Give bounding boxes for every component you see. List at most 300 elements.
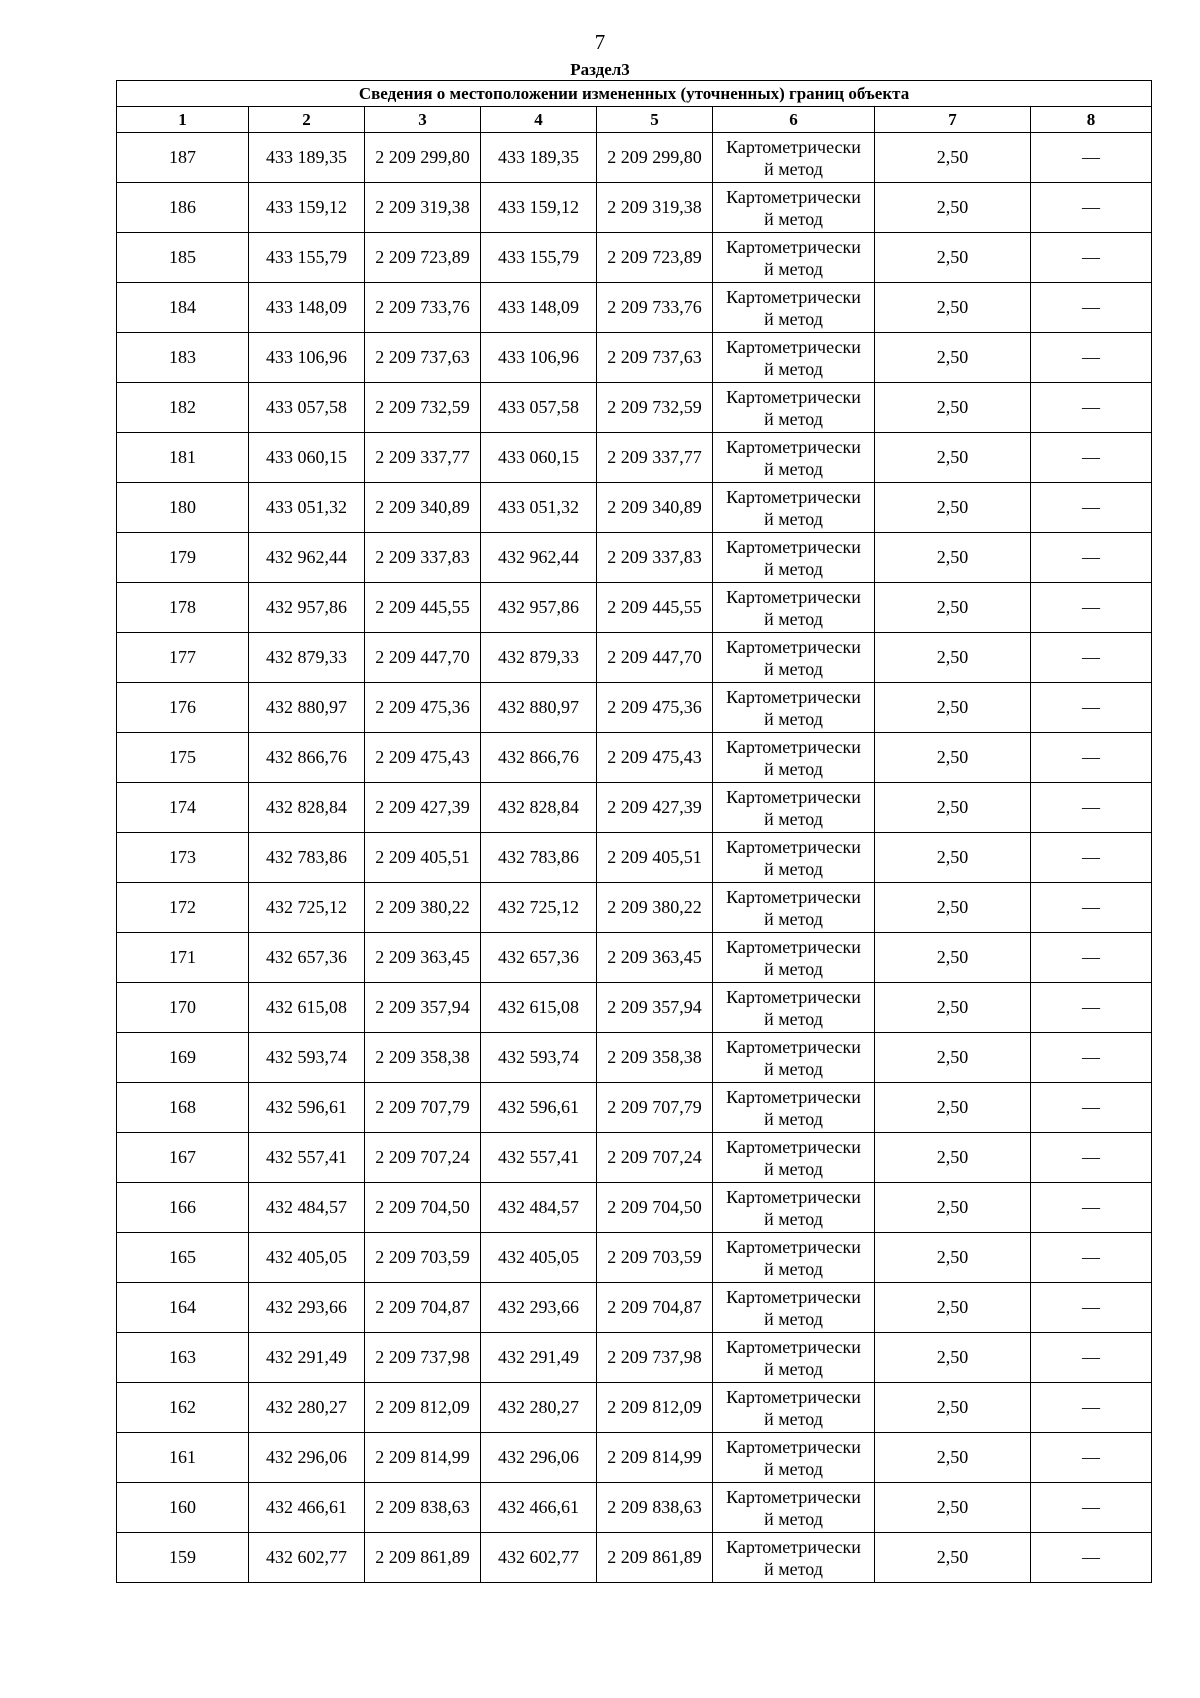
method-text: й метод bbox=[764, 608, 823, 629]
accuracy-cell: 2,50 bbox=[875, 383, 1031, 433]
x-new-cell: 432 596,61 bbox=[481, 1083, 597, 1133]
method-text: й метод bbox=[764, 1058, 823, 1079]
method-text: Картометрически bbox=[726, 1136, 861, 1157]
point-number-cell: 169 bbox=[117, 1033, 249, 1083]
accuracy-cell: 2,50 bbox=[875, 683, 1031, 733]
x-existing-cell: 432 615,08 bbox=[249, 983, 365, 1033]
x-existing-cell: 432 879,33 bbox=[249, 633, 365, 683]
method-text: Картометрически bbox=[726, 486, 861, 507]
description-cell: — bbox=[1031, 483, 1152, 533]
table-row bbox=[117, 1033, 1152, 1083]
method-text: Картометрически bbox=[726, 986, 861, 1007]
method-cell bbox=[713, 1233, 875, 1283]
y-existing-cell: 2 209 405,51 bbox=[365, 833, 481, 883]
method-text: Картометрически bbox=[726, 186, 861, 207]
y-new-cell: 2 209 812,09 bbox=[597, 1383, 713, 1433]
x-existing-cell: 432 866,76 bbox=[249, 733, 365, 783]
point-number-cell: 187 bbox=[117, 133, 249, 183]
y-new-cell: 2 209 704,87 bbox=[597, 1283, 713, 1333]
table-row bbox=[117, 1533, 1152, 1583]
x-existing-cell: 433 148,09 bbox=[249, 283, 365, 333]
method-text: й метод bbox=[764, 808, 823, 829]
description-cell: — bbox=[1031, 533, 1152, 583]
x-existing-cell: 432 291,49 bbox=[249, 1333, 365, 1383]
x-new-cell: 432 291,49 bbox=[481, 1333, 597, 1383]
x-existing-cell: 432 280,27 bbox=[249, 1383, 365, 1433]
method-text: Картометрически bbox=[726, 536, 861, 557]
x-existing-cell: 432 957,86 bbox=[249, 583, 365, 633]
method-text: Картометрически bbox=[726, 1536, 861, 1557]
method-text: Картометрически bbox=[726, 336, 861, 357]
section-title: Раздел3 bbox=[570, 60, 630, 79]
point-number-cell: 159 bbox=[117, 1533, 249, 1583]
y-existing-cell: 2 209 447,70 bbox=[365, 633, 481, 683]
x-new-cell: 432 657,36 bbox=[481, 933, 597, 983]
y-new-cell: 2 209 299,80 bbox=[597, 133, 713, 183]
method-cell bbox=[713, 783, 875, 833]
table-row bbox=[117, 1333, 1152, 1383]
point-number-cell: 186 bbox=[117, 183, 249, 233]
table-row bbox=[117, 1083, 1152, 1133]
x-existing-cell: 432 880,97 bbox=[249, 683, 365, 733]
y-existing-cell: 2 209 704,50 bbox=[365, 1183, 481, 1233]
accuracy-cell: 2,50 bbox=[875, 933, 1031, 983]
table-row bbox=[117, 1433, 1152, 1483]
y-new-cell: 2 209 363,45 bbox=[597, 933, 713, 983]
x-existing-cell: 432 602,77 bbox=[249, 1533, 365, 1583]
x-existing-cell: 433 159,12 bbox=[249, 183, 365, 233]
x-new-cell: 433 106,96 bbox=[481, 333, 597, 383]
accuracy-cell: 2,50 bbox=[875, 983, 1031, 1033]
y-new-cell: 2 209 707,24 bbox=[597, 1133, 713, 1183]
point-number-cell: 166 bbox=[117, 1183, 249, 1233]
method-text: Картометрически bbox=[726, 286, 861, 307]
method-cell bbox=[713, 883, 875, 933]
description-cell: — bbox=[1031, 833, 1152, 883]
method-text: й метод bbox=[764, 1108, 823, 1129]
method-cell bbox=[713, 433, 875, 483]
y-existing-cell: 2 209 475,43 bbox=[365, 733, 481, 783]
y-existing-cell: 2 209 861,89 bbox=[365, 1533, 481, 1583]
y-existing-cell: 2 209 357,94 bbox=[365, 983, 481, 1033]
method-text: Картометрически bbox=[726, 1036, 861, 1057]
y-existing-cell: 2 209 733,76 bbox=[365, 283, 481, 333]
y-new-cell: 2 209 447,70 bbox=[597, 633, 713, 683]
description-cell: — bbox=[1031, 133, 1152, 183]
point-number-cell: 181 bbox=[117, 433, 249, 483]
table-row bbox=[117, 283, 1152, 333]
y-existing-cell: 2 209 299,80 bbox=[365, 133, 481, 183]
x-new-cell: 432 466,61 bbox=[481, 1483, 597, 1533]
y-new-cell: 2 209 707,79 bbox=[597, 1083, 713, 1133]
method-text: Картометрически bbox=[726, 786, 861, 807]
point-number-cell: 171 bbox=[117, 933, 249, 983]
y-new-cell: 2 209 737,98 bbox=[597, 1333, 713, 1383]
y-existing-cell: 2 209 812,09 bbox=[365, 1383, 481, 1433]
method-text: й метод bbox=[764, 408, 823, 429]
table-row bbox=[117, 1133, 1152, 1183]
method-text: Картометрически bbox=[726, 1436, 861, 1457]
x-existing-cell: 432 405,05 bbox=[249, 1233, 365, 1283]
x-existing-cell: 433 060,15 bbox=[249, 433, 365, 483]
description-cell: — bbox=[1031, 1383, 1152, 1433]
page-number: 7 bbox=[594, 30, 606, 54]
method-text: й метод bbox=[764, 308, 823, 329]
description-cell: — bbox=[1031, 1283, 1152, 1333]
y-new-cell: 2 209 737,63 bbox=[597, 333, 713, 383]
description-cell: — bbox=[1031, 883, 1152, 933]
accuracy-cell: 2,50 bbox=[875, 483, 1031, 533]
y-existing-cell: 2 209 707,79 bbox=[365, 1083, 481, 1133]
table-row bbox=[117, 883, 1152, 933]
table-row bbox=[117, 533, 1152, 583]
method-text: Картометрически bbox=[726, 1486, 861, 1507]
x-existing-cell: 433 106,96 bbox=[249, 333, 365, 383]
table-row bbox=[117, 1383, 1152, 1433]
table-row bbox=[117, 433, 1152, 483]
x-new-cell: 432 280,27 bbox=[481, 1383, 597, 1433]
y-existing-cell: 2 209 723,89 bbox=[365, 233, 481, 283]
y-new-cell: 2 209 427,39 bbox=[597, 783, 713, 833]
y-new-cell: 2 209 357,94 bbox=[597, 983, 713, 1033]
method-text: Картометрически bbox=[726, 436, 861, 457]
method-cell bbox=[713, 1433, 875, 1483]
column-number-row bbox=[117, 107, 1152, 133]
accuracy-cell: 2,50 bbox=[875, 1383, 1031, 1433]
table-row bbox=[117, 983, 1152, 1033]
accuracy-cell: 2,50 bbox=[875, 533, 1031, 583]
accuracy-cell: 2,50 bbox=[875, 1533, 1031, 1583]
method-text: Картометрически bbox=[726, 686, 861, 707]
accuracy-cell: 2,50 bbox=[875, 333, 1031, 383]
method-text: й метод bbox=[764, 458, 823, 479]
table-row bbox=[117, 1233, 1152, 1283]
y-new-cell: 2 209 861,89 bbox=[597, 1533, 713, 1583]
accuracy-cell: 2,50 bbox=[875, 583, 1031, 633]
method-text: Картометрически bbox=[726, 836, 861, 857]
method-cell bbox=[713, 1383, 875, 1433]
method-cell bbox=[713, 133, 875, 183]
method-text: й метод bbox=[764, 1558, 823, 1579]
accuracy-cell: 2,50 bbox=[875, 1083, 1031, 1133]
y-existing-cell: 2 209 838,63 bbox=[365, 1483, 481, 1533]
point-number-cell: 182 bbox=[117, 383, 249, 433]
description-cell: — bbox=[1031, 1483, 1152, 1533]
method-text: й метод bbox=[764, 1408, 823, 1429]
description-cell: — bbox=[1031, 1333, 1152, 1383]
x-new-cell: 432 957,86 bbox=[481, 583, 597, 633]
x-new-cell: 433 060,15 bbox=[481, 433, 597, 483]
point-number-cell: 164 bbox=[117, 1283, 249, 1333]
method-cell bbox=[713, 1483, 875, 1533]
accuracy-cell: 2,50 bbox=[875, 1283, 1031, 1333]
x-new-cell: 433 051,32 bbox=[481, 483, 597, 533]
description-cell: — bbox=[1031, 283, 1152, 333]
x-new-cell: 432 615,08 bbox=[481, 983, 597, 1033]
column-number: 6 bbox=[713, 107, 875, 133]
description-cell: — bbox=[1031, 433, 1152, 483]
x-existing-cell: 432 783,86 bbox=[249, 833, 365, 883]
x-existing-cell: 432 484,57 bbox=[249, 1183, 365, 1233]
accuracy-cell: 2,50 bbox=[875, 833, 1031, 883]
method-text: й метод bbox=[764, 1358, 823, 1379]
point-number-cell: 161 bbox=[117, 1433, 249, 1483]
method-cell bbox=[713, 183, 875, 233]
method-cell bbox=[713, 583, 875, 633]
method-text: Картометрически bbox=[726, 936, 861, 957]
x-new-cell: 433 189,35 bbox=[481, 133, 597, 183]
y-new-cell: 2 209 704,50 bbox=[597, 1183, 713, 1233]
x-existing-cell: 432 725,12 bbox=[249, 883, 365, 933]
table-row bbox=[117, 233, 1152, 283]
method-cell bbox=[713, 383, 875, 433]
y-existing-cell: 2 209 337,83 bbox=[365, 533, 481, 583]
method-cell bbox=[713, 983, 875, 1033]
y-new-cell: 2 209 475,43 bbox=[597, 733, 713, 783]
y-new-cell: 2 209 319,38 bbox=[597, 183, 713, 233]
boundary-coordinates-table bbox=[116, 80, 1152, 1583]
column-number: 7 bbox=[875, 107, 1031, 133]
x-existing-cell: 433 155,79 bbox=[249, 233, 365, 283]
x-existing-cell: 432 293,66 bbox=[249, 1283, 365, 1333]
method-cell bbox=[713, 1283, 875, 1333]
method-cell bbox=[713, 1133, 875, 1183]
accuracy-cell: 2,50 bbox=[875, 433, 1031, 483]
x-new-cell: 432 593,74 bbox=[481, 1033, 597, 1083]
x-new-cell: 432 293,66 bbox=[481, 1283, 597, 1333]
x-new-cell: 432 879,33 bbox=[481, 633, 597, 683]
method-text: й метод bbox=[764, 558, 823, 579]
y-new-cell: 2 209 405,51 bbox=[597, 833, 713, 883]
y-existing-cell: 2 209 340,89 bbox=[365, 483, 481, 533]
method-text: Картометрически bbox=[726, 1386, 861, 1407]
method-cell bbox=[713, 1333, 875, 1383]
method-text: й метод bbox=[764, 158, 823, 179]
accuracy-cell: 2,50 bbox=[875, 883, 1031, 933]
method-cell bbox=[713, 833, 875, 883]
y-new-cell: 2 209 337,83 bbox=[597, 533, 713, 583]
point-number-cell: 180 bbox=[117, 483, 249, 533]
y-existing-cell: 2 209 358,38 bbox=[365, 1033, 481, 1083]
x-existing-cell: 432 962,44 bbox=[249, 533, 365, 583]
table-row bbox=[117, 583, 1152, 633]
x-new-cell: 432 880,97 bbox=[481, 683, 597, 733]
description-cell: — bbox=[1031, 1083, 1152, 1133]
method-cell bbox=[713, 483, 875, 533]
description-cell: — bbox=[1031, 983, 1152, 1033]
method-text: Картометрически bbox=[726, 886, 861, 907]
y-existing-cell: 2 209 427,39 bbox=[365, 783, 481, 833]
table-row bbox=[117, 833, 1152, 883]
description-cell: — bbox=[1031, 683, 1152, 733]
accuracy-cell: 2,50 bbox=[875, 233, 1031, 283]
method-text: й метод bbox=[764, 658, 823, 679]
point-number-cell: 170 bbox=[117, 983, 249, 1033]
y-new-cell: 2 209 340,89 bbox=[597, 483, 713, 533]
y-existing-cell: 2 209 703,59 bbox=[365, 1233, 481, 1283]
description-cell: — bbox=[1031, 183, 1152, 233]
point-number-cell: 176 bbox=[117, 683, 249, 733]
x-new-cell: 432 725,12 bbox=[481, 883, 597, 933]
description-cell: — bbox=[1031, 1533, 1152, 1583]
x-existing-cell: 432 657,36 bbox=[249, 933, 365, 983]
description-cell: — bbox=[1031, 1183, 1152, 1233]
method-text: Картометрически bbox=[726, 236, 861, 257]
y-existing-cell: 2 209 814,99 bbox=[365, 1433, 481, 1483]
x-existing-cell: 432 466,61 bbox=[249, 1483, 365, 1533]
x-existing-cell: 433 189,35 bbox=[249, 133, 365, 183]
table-row bbox=[117, 1183, 1152, 1233]
y-existing-cell: 2 209 319,38 bbox=[365, 183, 481, 233]
method-cell bbox=[713, 533, 875, 583]
y-new-cell: 2 209 380,22 bbox=[597, 883, 713, 933]
x-new-cell: 432 405,05 bbox=[481, 1233, 597, 1283]
accuracy-cell: 2,50 bbox=[875, 733, 1031, 783]
accuracy-cell: 2,50 bbox=[875, 1483, 1031, 1533]
table-row bbox=[117, 683, 1152, 733]
column-number: 3 bbox=[365, 107, 481, 133]
point-number-cell: 168 bbox=[117, 1083, 249, 1133]
method-text: й метод bbox=[764, 758, 823, 779]
accuracy-cell: 2,50 bbox=[875, 183, 1031, 233]
x-new-cell: 433 159,12 bbox=[481, 183, 597, 233]
x-existing-cell: 432 296,06 bbox=[249, 1433, 365, 1483]
y-new-cell: 2 209 723,89 bbox=[597, 233, 713, 283]
table-row bbox=[117, 483, 1152, 533]
method-cell bbox=[713, 633, 875, 683]
accuracy-cell: 2,50 bbox=[875, 1183, 1031, 1233]
y-new-cell: 2 209 475,36 bbox=[597, 683, 713, 733]
accuracy-cell: 2,50 bbox=[875, 133, 1031, 183]
method-text: й метод bbox=[764, 1458, 823, 1479]
y-existing-cell: 2 209 380,22 bbox=[365, 883, 481, 933]
method-cell bbox=[713, 1033, 875, 1083]
x-new-cell: 432 783,86 bbox=[481, 833, 597, 883]
method-text: й метод bbox=[764, 1158, 823, 1179]
y-existing-cell: 2 209 707,24 bbox=[365, 1133, 481, 1183]
method-cell bbox=[713, 683, 875, 733]
method-cell bbox=[713, 333, 875, 383]
y-new-cell: 2 209 337,77 bbox=[597, 433, 713, 483]
accuracy-cell: 2,50 bbox=[875, 783, 1031, 833]
table-body bbox=[117, 133, 1152, 1583]
column-number: 2 bbox=[249, 107, 365, 133]
method-text: й метод bbox=[764, 1008, 823, 1029]
point-number-cell: 178 bbox=[117, 583, 249, 633]
method-cell bbox=[713, 1533, 875, 1583]
description-cell: — bbox=[1031, 1033, 1152, 1083]
method-text: Картометрически bbox=[726, 1236, 861, 1257]
method-text: й метод bbox=[764, 1308, 823, 1329]
point-number-cell: 172 bbox=[117, 883, 249, 933]
y-new-cell: 2 209 732,59 bbox=[597, 383, 713, 433]
x-existing-cell: 433 051,32 bbox=[249, 483, 365, 533]
method-cell bbox=[713, 1183, 875, 1233]
x-new-cell: 432 962,44 bbox=[481, 533, 597, 583]
method-text: Картометрически bbox=[726, 586, 861, 607]
description-cell: — bbox=[1031, 783, 1152, 833]
table-row bbox=[117, 133, 1152, 183]
x-existing-cell: 432 828,84 bbox=[249, 783, 365, 833]
method-text: Картометрически bbox=[726, 136, 861, 157]
y-existing-cell: 2 209 337,77 bbox=[365, 433, 481, 483]
accuracy-cell: 2,50 bbox=[875, 1133, 1031, 1183]
method-text: й метод bbox=[764, 858, 823, 879]
description-cell: — bbox=[1031, 333, 1152, 383]
point-number-cell: 175 bbox=[117, 733, 249, 783]
point-number-cell: 177 bbox=[117, 633, 249, 683]
x-new-cell: 433 057,58 bbox=[481, 383, 597, 433]
description-cell: — bbox=[1031, 583, 1152, 633]
table-row bbox=[117, 183, 1152, 233]
table-row bbox=[117, 333, 1152, 383]
table-row bbox=[117, 633, 1152, 683]
accuracy-cell: 2,50 bbox=[875, 283, 1031, 333]
accuracy-cell: 2,50 bbox=[875, 1333, 1031, 1383]
method-text: Картометрически bbox=[726, 1186, 861, 1207]
y-new-cell: 2 209 703,59 bbox=[597, 1233, 713, 1283]
description-cell: — bbox=[1031, 633, 1152, 683]
x-new-cell: 432 557,41 bbox=[481, 1133, 597, 1183]
accuracy-cell: 2,50 bbox=[875, 633, 1031, 683]
x-new-cell: 432 828,84 bbox=[481, 783, 597, 833]
table-row bbox=[117, 933, 1152, 983]
table-row bbox=[117, 1483, 1152, 1533]
method-text: й метод bbox=[764, 1508, 823, 1529]
y-existing-cell: 2 209 737,98 bbox=[365, 1333, 481, 1383]
method-text: Картометрически bbox=[726, 1086, 861, 1107]
method-cell bbox=[713, 233, 875, 283]
point-number-cell: 165 bbox=[117, 1233, 249, 1283]
method-text: Картометрически bbox=[726, 1336, 861, 1357]
y-existing-cell: 2 209 445,55 bbox=[365, 583, 481, 633]
method-text: й метод bbox=[764, 908, 823, 929]
point-number-cell: 167 bbox=[117, 1133, 249, 1183]
point-number-cell: 162 bbox=[117, 1383, 249, 1433]
description-cell: — bbox=[1031, 1433, 1152, 1483]
table-title: Сведения о местоположении измененных (уточненных) границ объекта bbox=[117, 81, 1152, 107]
accuracy-cell: 2,50 bbox=[875, 1233, 1031, 1283]
column-number: 5 bbox=[597, 107, 713, 133]
x-new-cell: 432 866,76 bbox=[481, 733, 597, 783]
y-new-cell: 2 209 838,63 bbox=[597, 1483, 713, 1533]
description-cell: — bbox=[1031, 233, 1152, 283]
table-row bbox=[117, 733, 1152, 783]
y-new-cell: 2 209 814,99 bbox=[597, 1433, 713, 1483]
accuracy-cell: 2,50 bbox=[875, 1033, 1031, 1083]
description-cell: — bbox=[1031, 733, 1152, 783]
description-cell: — bbox=[1031, 383, 1152, 433]
x-new-cell: 433 155,79 bbox=[481, 233, 597, 283]
method-text: Картометрически bbox=[726, 636, 861, 657]
x-existing-cell: 432 596,61 bbox=[249, 1083, 365, 1133]
method-cell bbox=[713, 283, 875, 333]
table-title-row bbox=[117, 81, 1152, 107]
method-text: Картометрически bbox=[726, 386, 861, 407]
method-text: й метод bbox=[764, 358, 823, 379]
point-number-cell: 163 bbox=[117, 1333, 249, 1383]
method-cell bbox=[713, 1083, 875, 1133]
point-number-cell: 184 bbox=[117, 283, 249, 333]
accuracy-cell: 2,50 bbox=[875, 1433, 1031, 1483]
method-text: й метод bbox=[764, 258, 823, 279]
table-row bbox=[117, 783, 1152, 833]
y-existing-cell: 2 209 704,87 bbox=[365, 1283, 481, 1333]
method-text: й метод bbox=[764, 208, 823, 229]
method-cell bbox=[713, 733, 875, 783]
method-text: й метод bbox=[764, 508, 823, 529]
x-new-cell: 432 296,06 bbox=[481, 1433, 597, 1483]
